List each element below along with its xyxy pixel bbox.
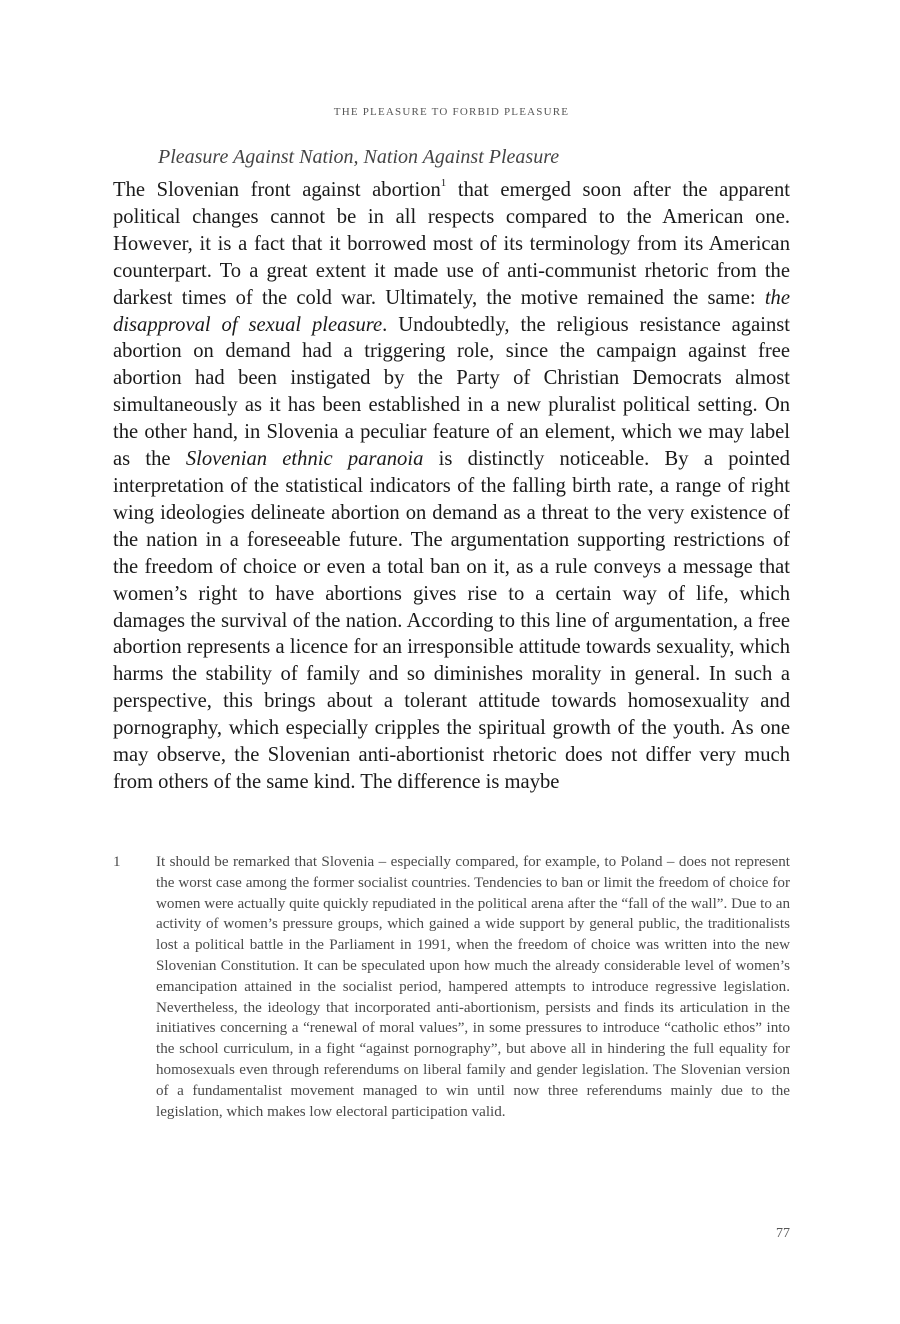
running-head: THE PLEASURE TO FORBID PLEASURE	[333, 106, 570, 118]
body-text-segment: that emerged soon after the apparent political changes cannot be in all respects compared to the American one. However, it is a fact that it borrowed most of its terminology from its American counterpart. To a great extent it made use of anti-communist rhetoric from the darkest times of the cold war. Ultimately, the motive remained the same:	[113, 179, 790, 309]
footnote-number: 1	[113, 854, 121, 870]
page-number: 77	[776, 1226, 790, 1241]
body-text-segment: The Slovenian front against abortion	[113, 179, 441, 201]
body-text-segment: . Undoubtedly, the religious resistance against abortion on demand had a triggering role, since the campaign against free abortion had been instigated by the Party of Christian Democrats almost simultaneously as it has been established in a new pluralist political setting. On the other hand, in Slovenia a peculiar feature of an element, which we may label as the	[113, 313, 790, 471]
emphasis-text: Slovenian ethnic paranoia	[185, 448, 424, 471]
footnote-reference[interactable]: 1	[440, 177, 447, 190]
body-text-segment: is distinctly noticeable. By a pointed interpretation of the statistical indicators of the falling birth rate, a range of right wing ideologies delineate abortion on demand as a threat to the very existence of the nation in a foreseeable future. The argumentation supporting restrictions of the freedom of choice or even a total ban on it, as a rule conveys a message that women’s right to have abortions gives rise to a certain way of life, which damages the survival of the nation. According to this line of argumentation, a free abortion represents a licence for an irresponsible attitude towards sexuality, which harms the stability of family and so diminishes morality in general. In such a perspective, this brings about a tolerant attitude towards homosexuality and pornography, which especially cripples the spiritual growth of the youth. As one may observe, the Slovenian anti-abortionist rhetoric does not differ very much from others of the same kind. The difference is maybe	[113, 448, 790, 793]
section-heading: Pleasure Against Nation, Nation Against Pleasure	[158, 146, 560, 168]
footnote	[113, 852, 790, 1122]
emphasis-text: the disapproval of sexual pleasure	[113, 286, 790, 336]
footnote-text: It should be remarked that Slovenia – especially compared, for example, to Poland – does not represent the worst case among the former socialist countries. Tendencies to ban or limit the freedom of choice for women were actually quite quickly repudiated in the political arena after the “fall of the wall”. Due to an activity of women’s pressure groups, which gained a wide support by general public, the traditionalists lost a political battle in the Parliament in 1991, when the freedom of choice was written into the new Slovenian Constitution. It can be speculated upon how much the already considerable level of women’s emancipation attained in the socialist period, hampered attempts to introduce regressive legislation. Nevertheless, the ideology that incorporated anti-abortionism, persists and finds its articulation in the initiatives concerning a “renewal of moral values”, in some pressures to introduce “catholic ethos” into the school curriculum, in a fight “against pornography”, but above all in hindering the full equality for homosexuals even through referendums on liberal family and gender legislation. The Slovenian version of a fundamentalist movement managed to win until now three referendums mainly due to the legislation, which makes low electoral participation valid.	[156, 854, 790, 1120]
body-paragraph	[113, 177, 790, 796]
